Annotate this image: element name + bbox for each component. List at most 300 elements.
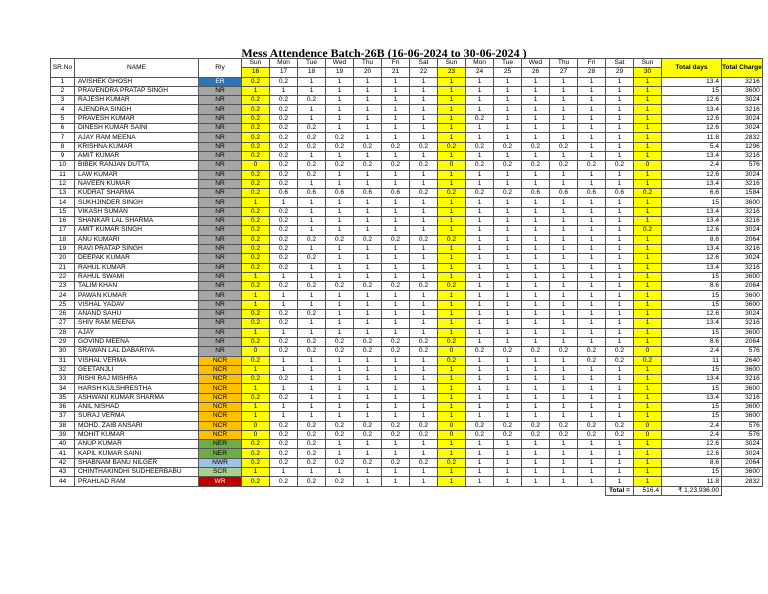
cell-attendance: 0.2 [270, 458, 298, 467]
cell-rly: NR [199, 198, 242, 207]
cell-attendance: 0.2 [270, 393, 298, 402]
cell-attendance: 0.2 [382, 347, 410, 356]
cell-srno: 31 [51, 356, 75, 365]
cell-attendance: 1 [410, 114, 438, 123]
cell-attendance: 1 [634, 468, 662, 477]
cell-rly: NCR [199, 365, 242, 374]
cell-attendance: 1 [326, 254, 354, 263]
cell-attendance: 1 [298, 77, 326, 86]
cell-total-days: 6.6 [662, 189, 722, 198]
cell-attendance: 1 [382, 96, 410, 105]
cell-total-charge: 3024 [722, 96, 763, 105]
cell-total-charge: 3024 [722, 170, 763, 179]
cell-total-charge: 3600 [722, 402, 763, 411]
cell-attendance: 1 [550, 263, 578, 272]
cell-attendance: 1 [606, 217, 634, 226]
header-day: Thu [550, 59, 578, 68]
cell-total-days: 15 [662, 402, 722, 411]
cell-attendance: 1 [410, 226, 438, 235]
cell-srno: 13 [51, 189, 75, 198]
cell-attendance: 1 [634, 105, 662, 114]
cell-attendance: 1 [410, 375, 438, 384]
header-date: 24 [466, 68, 494, 77]
cell-attendance: 1 [634, 393, 662, 402]
cell-name: DEEPAK KUMAR [75, 254, 199, 263]
table-row [51, 300, 763, 309]
cell-attendance: 1 [606, 198, 634, 207]
header-date: 21 [382, 68, 410, 77]
cell-attendance: 1 [578, 179, 606, 188]
cell-attendance: 0.2 [438, 458, 466, 467]
cell-attendance: 1 [326, 77, 354, 86]
cell-attendance: 1 [606, 412, 634, 421]
cell-name: DINESH KUMAR SAINI [75, 124, 199, 133]
cell-attendance: 1 [298, 291, 326, 300]
cell-attendance: 1 [326, 375, 354, 384]
cell-attendance: 1 [550, 170, 578, 179]
cell-attendance: 0.2 [578, 421, 606, 430]
cell-attendance: 1 [466, 244, 494, 253]
cell-attendance: 1 [438, 440, 466, 449]
cell-rly: NR [199, 217, 242, 226]
cell-attendance: 0.2 [354, 347, 382, 356]
cell-attendance: 0.2 [466, 421, 494, 430]
cell-attendance: 0.2 [298, 440, 326, 449]
cell-attendance: 1 [270, 356, 298, 365]
cell-srno: 43 [51, 468, 75, 477]
cell-rly: NR [199, 133, 242, 142]
cell-attendance: 1 [438, 114, 466, 123]
cell-attendance: 1 [550, 114, 578, 123]
cell-total-charge: 2640 [722, 356, 763, 365]
cell-name: LAW KUMAR [75, 170, 199, 179]
cell-attendance: 0.6 [326, 189, 354, 198]
cell-attendance: 1 [578, 272, 606, 281]
cell-name: ANUP KUMAR [75, 440, 199, 449]
cell-attendance: 1 [550, 124, 578, 133]
cell-attendance: 1 [438, 365, 466, 374]
cell-attendance: 1 [354, 179, 382, 188]
cell-attendance: 1 [578, 263, 606, 272]
cell-total-charge: 2064 [722, 235, 763, 244]
cell-attendance: 1 [242, 198, 270, 207]
cell-attendance: 0.2 [438, 235, 466, 244]
cell-attendance: 1 [326, 272, 354, 281]
cell-total-days: 15 [662, 198, 722, 207]
cell-attendance: 1 [410, 393, 438, 402]
table-row [51, 170, 763, 179]
cell-srno: 1 [51, 77, 75, 86]
cell-rly: WR [199, 477, 242, 486]
cell-attendance: 1 [522, 198, 550, 207]
cell-attendance: 1 [354, 440, 382, 449]
cell-attendance: 1 [326, 96, 354, 105]
cell-attendance: 1 [522, 114, 550, 123]
cell-attendance: 1 [382, 328, 410, 337]
cell-total-charge: 3600 [722, 412, 763, 421]
cell-attendance: 1 [494, 96, 522, 105]
cell-attendance: 1 [410, 179, 438, 188]
cell-attendance: 0.2 [298, 133, 326, 142]
cell-attendance: 1 [494, 207, 522, 216]
cell-attendance: 1 [522, 133, 550, 142]
cell-attendance: 1 [438, 449, 466, 458]
cell-attendance: 1 [550, 365, 578, 374]
cell-attendance: 1 [410, 77, 438, 86]
cell-attendance: 1 [522, 477, 550, 486]
cell-attendance: 1 [522, 86, 550, 95]
cell-attendance: 0.2 [242, 96, 270, 105]
cell-attendance: 0.2 [466, 142, 494, 151]
cell-attendance: 1 [354, 263, 382, 272]
cell-total-days: 2.4 [662, 161, 722, 170]
cell-name: NAVEEN KUMAR [75, 179, 199, 188]
cell-attendance: 1 [354, 207, 382, 216]
cell-attendance: 1 [354, 384, 382, 393]
cell-attendance: 0.2 [270, 235, 298, 244]
total-spacer [51, 486, 606, 495]
cell-attendance: 1 [354, 393, 382, 402]
cell-attendance: 1 [522, 440, 550, 449]
table-row [51, 402, 763, 411]
cell-attendance: 1 [522, 458, 550, 467]
cell-attendance: 0.2 [466, 430, 494, 439]
table-row [51, 319, 763, 328]
cell-rly: NR [199, 96, 242, 105]
cell-attendance: 1 [550, 86, 578, 95]
cell-attendance: 1 [634, 412, 662, 421]
header-date: 20 [354, 68, 382, 77]
cell-attendance: 1 [466, 217, 494, 226]
cell-attendance: 1 [354, 375, 382, 384]
cell-attendance: 0.2 [494, 421, 522, 430]
cell-attendance: 0.2 [270, 151, 298, 160]
cell-attendance: 0.2 [242, 244, 270, 253]
cell-attendance: 1 [578, 217, 606, 226]
table-row [51, 421, 763, 430]
cell-attendance: 0.2 [298, 421, 326, 430]
cell-attendance: 0.2 [438, 142, 466, 151]
cell-attendance: 1 [298, 328, 326, 337]
cell-attendance: 1 [242, 365, 270, 374]
cell-rly: NR [199, 179, 242, 188]
cell-attendance: 0.2 [270, 124, 298, 133]
cell-attendance: 1 [410, 300, 438, 309]
cell-srno: 30 [51, 347, 75, 356]
cell-attendance: 1 [298, 105, 326, 114]
cell-attendance: 1 [578, 86, 606, 95]
cell-attendance: 1 [382, 468, 410, 477]
cell-srno: 20 [51, 254, 75, 263]
cell-total-days: 5.4 [662, 142, 722, 151]
cell-attendance: 1 [466, 356, 494, 365]
table-row [51, 365, 763, 374]
cell-total-days: 13.4 [662, 151, 722, 160]
cell-name: PAWAN KUMAR [75, 291, 199, 300]
cell-attendance: 0.2 [242, 77, 270, 86]
cell-total-days: 12.6 [662, 310, 722, 319]
cell-name: KUDRAT SHARMA [75, 189, 199, 198]
cell-total-charge: 576 [722, 430, 763, 439]
cell-attendance: 1 [522, 328, 550, 337]
cell-attendance: 1 [606, 328, 634, 337]
total-charge-sum: ₹ 1,23,936.00 [662, 486, 722, 495]
cell-attendance: 1 [438, 133, 466, 142]
cell-srno: 3 [51, 96, 75, 105]
header-date: 22 [410, 68, 438, 77]
cell-attendance: 1 [606, 133, 634, 142]
table-row [51, 468, 763, 477]
cell-attendance: 1 [298, 319, 326, 328]
cell-attendance: 1 [522, 96, 550, 105]
cell-attendance: 1 [634, 96, 662, 105]
cell-attendance: 0.2 [634, 356, 662, 365]
cell-attendance: 1 [606, 300, 634, 309]
cell-attendance: 1 [494, 124, 522, 133]
cell-attendance: 1 [382, 402, 410, 411]
cell-attendance: 0.2 [298, 235, 326, 244]
header-name: NAME [75, 59, 199, 78]
cell-attendance: 1 [270, 365, 298, 374]
cell-attendance: 1 [494, 310, 522, 319]
cell-attendance: 0.2 [326, 337, 354, 346]
cell-attendance: 0.2 [242, 114, 270, 123]
cell-attendance: 0.2 [326, 133, 354, 142]
cell-attendance: 1 [550, 402, 578, 411]
cell-attendance: 0.2 [354, 235, 382, 244]
cell-rly: NR [199, 142, 242, 151]
cell-total-charge: 3600 [722, 272, 763, 281]
cell-srno: 22 [51, 272, 75, 281]
cell-attendance: 1 [522, 365, 550, 374]
cell-attendance: 1 [326, 263, 354, 272]
cell-attendance: 1 [382, 375, 410, 384]
cell-attendance: 1 [606, 105, 634, 114]
cell-attendance: 1 [298, 300, 326, 309]
cell-attendance: 1 [298, 217, 326, 226]
cell-attendance: 1 [438, 263, 466, 272]
cell-attendance: 1 [466, 86, 494, 95]
cell-attendance: 1 [634, 319, 662, 328]
cell-attendance: 0.6 [298, 189, 326, 198]
cell-attendance: 1 [634, 291, 662, 300]
cell-attendance: 1 [466, 226, 494, 235]
cell-attendance: 1 [466, 393, 494, 402]
cell-attendance: 1 [326, 198, 354, 207]
table-row [51, 449, 763, 458]
cell-attendance: 1 [550, 254, 578, 263]
table-row [51, 124, 763, 133]
cell-attendance: 1 [438, 244, 466, 253]
cell-rly: NR [199, 337, 242, 346]
cell-attendance: 1 [382, 77, 410, 86]
cell-attendance: 0.2 [438, 356, 466, 365]
cell-attendance: 1 [410, 468, 438, 477]
header-date: 28 [578, 68, 606, 77]
cell-attendance: 1 [438, 375, 466, 384]
cell-attendance: 0.2 [270, 282, 298, 291]
cell-attendance: 0.2 [466, 161, 494, 170]
cell-attendance: 0.2 [522, 142, 550, 151]
cell-attendance: 1 [494, 412, 522, 421]
cell-rly: NCR [199, 375, 242, 384]
cell-total-charge: 3216 [722, 207, 763, 216]
cell-attendance: 0.2 [242, 124, 270, 133]
cell-attendance: 0.2 [438, 189, 466, 198]
cell-attendance: 1 [410, 328, 438, 337]
cell-attendance: 1 [634, 375, 662, 384]
cell-attendance: 1 [494, 384, 522, 393]
cell-attendance: 1 [550, 217, 578, 226]
cell-attendance: 0.2 [298, 282, 326, 291]
cell-attendance: 1 [634, 300, 662, 309]
cell-attendance: 0.2 [326, 477, 354, 486]
cell-attendance: 1 [494, 272, 522, 281]
cell-total-days: 13.4 [662, 393, 722, 402]
cell-attendance: 0 [438, 161, 466, 170]
cell-srno: 33 [51, 375, 75, 384]
cell-rly: NR [199, 161, 242, 170]
cell-attendance: 1 [466, 254, 494, 263]
cell-attendance: 0.2 [494, 161, 522, 170]
cell-name: ANAND SAHU [75, 310, 199, 319]
cell-total-days: 15 [662, 468, 722, 477]
cell-attendance: 0.2 [522, 430, 550, 439]
cell-total-charge: 3216 [722, 217, 763, 226]
cell-attendance: 0.2 [270, 319, 298, 328]
cell-attendance: 0.2 [270, 375, 298, 384]
cell-rly: NR [199, 207, 242, 216]
cell-attendance: 0.2 [550, 430, 578, 439]
cell-attendance: 1 [466, 170, 494, 179]
cell-attendance: 1 [410, 365, 438, 374]
cell-attendance: 1 [550, 375, 578, 384]
cell-attendance: 1 [522, 468, 550, 477]
cell-total-days: 2.4 [662, 430, 722, 439]
cell-attendance: 1 [522, 217, 550, 226]
cell-attendance: 0.2 [270, 226, 298, 235]
cell-attendance: 1 [466, 412, 494, 421]
cell-attendance: 1 [382, 393, 410, 402]
cell-attendance: 0.2 [242, 170, 270, 179]
cell-total-charge: 3024 [722, 226, 763, 235]
cell-attendance: 0.2 [326, 347, 354, 356]
cell-total-charge: 3216 [722, 263, 763, 272]
cell-srno: 9 [51, 151, 75, 160]
cell-attendance: 1 [522, 384, 550, 393]
cell-attendance: 0.2 [242, 449, 270, 458]
cell-attendance: 1 [550, 291, 578, 300]
cell-rly: NCR [199, 384, 242, 393]
cell-name: SHANKAR LAL SHARMA [75, 217, 199, 226]
cell-total-charge: 2064 [722, 282, 763, 291]
cell-name: PRAVENDRA PRATAP SINGH [75, 86, 199, 95]
cell-rly: NR [199, 347, 242, 356]
cell-total-days: 15 [662, 86, 722, 95]
header-date: 17 [270, 68, 298, 77]
cell-attendance: 0.2 [242, 310, 270, 319]
cell-attendance: 1 [326, 300, 354, 309]
cell-attendance: 1 [242, 412, 270, 421]
cell-attendance: 0.2 [242, 105, 270, 114]
sheet-title: Mess Attendence Batch-26B (16-06-2024 to 30-06-2024 ) [241, 46, 527, 60]
cell-rly: NR [199, 282, 242, 291]
cell-name: GEETANJLI [75, 365, 199, 374]
cell-attendance: 1 [578, 142, 606, 151]
cell-attendance: 1 [606, 319, 634, 328]
cell-attendance: 1 [326, 365, 354, 374]
cell-attendance: 1 [326, 179, 354, 188]
cell-attendance: 1 [438, 217, 466, 226]
cell-attendance: 1 [550, 458, 578, 467]
cell-rly: NER [199, 440, 242, 449]
cell-attendance: 0.2 [578, 430, 606, 439]
cell-srno: 32 [51, 365, 75, 374]
cell-name: GOVIND MEENA [75, 337, 199, 346]
header-day: Sun [242, 59, 270, 68]
cell-attendance: 0.2 [298, 430, 326, 439]
cell-rly: NR [199, 226, 242, 235]
cell-attendance: 0.6 [382, 189, 410, 198]
cell-attendance: 0.2 [326, 430, 354, 439]
cell-attendance: 0 [634, 161, 662, 170]
cell-attendance: 1 [466, 337, 494, 346]
cell-attendance: 0 [242, 421, 270, 430]
header-day: Mon [466, 59, 494, 68]
header-day: Sun [634, 59, 662, 68]
cell-attendance: 0.2 [634, 226, 662, 235]
cell-attendance: 1 [438, 96, 466, 105]
table-row [51, 291, 763, 300]
cell-srno: 26 [51, 310, 75, 319]
cell-attendance: 1 [550, 179, 578, 188]
cell-attendance: 1 [438, 86, 466, 95]
cell-attendance: 0.2 [270, 254, 298, 263]
header-date: 16 [242, 68, 270, 77]
cell-attendance: 1 [410, 198, 438, 207]
cell-attendance: 1 [522, 244, 550, 253]
cell-total-days: 12.6 [662, 170, 722, 179]
cell-attendance: 0.2 [606, 421, 634, 430]
cell-rly: NCR [199, 393, 242, 402]
cell-attendance: 0.2 [326, 282, 354, 291]
cell-attendance: 1 [298, 393, 326, 402]
cell-attendance: 0 [634, 430, 662, 439]
cell-attendance: 1 [494, 402, 522, 411]
cell-attendance: 1 [354, 114, 382, 123]
cell-attendance: 0.2 [270, 105, 298, 114]
cell-name: SUKHJINDER SINGH [75, 198, 199, 207]
cell-name: RAHUL KUMAR [75, 263, 199, 272]
cell-attendance: 1 [354, 217, 382, 226]
cell-attendance: 1 [410, 440, 438, 449]
cell-attendance: 0 [634, 421, 662, 430]
cell-attendance: 1 [494, 217, 522, 226]
cell-attendance: 1 [550, 133, 578, 142]
header-total-charge: Total Charge [722, 59, 763, 78]
cell-attendance: 0.2 [410, 235, 438, 244]
cell-attendance: 1 [270, 291, 298, 300]
cell-attendance: 0.2 [382, 142, 410, 151]
cell-rly: NR [199, 124, 242, 133]
cell-rly: NER [199, 449, 242, 458]
cell-attendance: 1 [326, 328, 354, 337]
cell-attendance: 0.2 [606, 347, 634, 356]
cell-attendance: 1 [326, 244, 354, 253]
cell-attendance: 1 [242, 402, 270, 411]
cell-attendance: 1 [578, 393, 606, 402]
cell-srno: 2 [51, 86, 75, 95]
